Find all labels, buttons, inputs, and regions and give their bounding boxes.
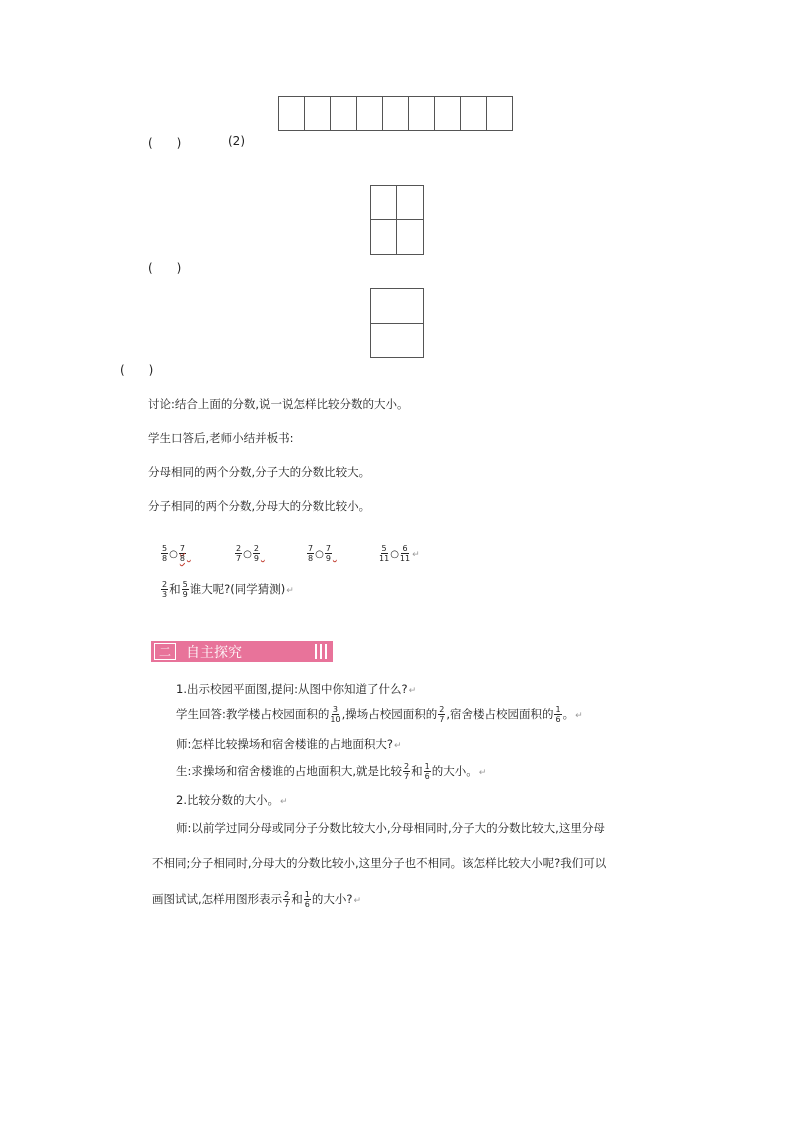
- teacher-explanation-line-2: 不相同;分子相同时,分母大的分数比较小,这里分子也不相同。该怎样比较大小呢?我们可以: [152, 856, 607, 870]
- comparison-item: $\frac{7}{8}$ ○ $\frac{7}{9}$: [308, 544, 331, 563]
- fraction: $\frac{2}{7}$: [236, 544, 242, 563]
- rule-same-numerator: 分子相同的两个分数,分母大的分数比较小。: [148, 499, 371, 513]
- answer-blank-2: ( ): [148, 261, 182, 275]
- teacher-explanation-line-3: 画图试试,怎样用图形表示 $\frac{2}{7}$ 和 $\frac{1}{6}$ 的大小?↵: [152, 890, 361, 909]
- explore-item-2: 2.比较分数的大小。↵: [176, 793, 288, 807]
- fraction: $\frac{2}{7}$: [439, 705, 445, 724]
- teacher-question: 师:怎样比较操场和宿舍楼谁的占地面积大?↵: [176, 737, 402, 751]
- fraction: $\frac{1}{6}$: [424, 762, 430, 781]
- answer-blank-1: ( ): [148, 136, 182, 150]
- fraction: $\frac{5}{8}$: [162, 544, 168, 563]
- summary-intro: 学生口答后,老师小结并板书:: [148, 431, 294, 445]
- rule-same-denominator: 分母相同的两个分数,分子大的分数比较大。: [148, 465, 371, 479]
- section-number: 二: [154, 643, 176, 660]
- comparison-row: [160, 544, 430, 568]
- teacher-explanation-line-1: 师:以前学过同分母或同分子分数比较大小,分母相同时,分子大的分数比较大,这里分母: [176, 821, 605, 835]
- fraction: $\frac{2}{9}$: [253, 544, 259, 563]
- comparison-item: $\frac{5}{8}$ ○ $\frac{7}{8}$: [162, 544, 185, 563]
- fraction: $\frac{3}{10}$: [330, 705, 341, 724]
- fraction: $\frac{1}{6}$: [304, 890, 310, 909]
- section-banner: [151, 641, 333, 662]
- student-reply: 生:求操场和宿舍楼谁的占地面积大,就是比较 $\frac{2}{7}$ 和 $\frac{1}{6}$ 的大小。↵: [176, 762, 487, 781]
- banner-decoration: [315, 644, 327, 659]
- comparison-item: $\frac{5}{11}$ ○ $\frac{6}{11}$ ↵: [379, 544, 420, 563]
- fraction: $\frac{6}{11}$: [399, 544, 411, 563]
- explore-item-1: 1.出示校园平面图,提问:从图中你知道了什么?↵: [176, 682, 417, 696]
- answer-blank-3: ( ): [120, 363, 154, 377]
- fraction: $\frac{2}{7}$: [284, 890, 290, 909]
- fraction: $\frac{7}{8}$: [308, 544, 314, 563]
- section-title: 自主探究: [186, 644, 242, 661]
- fraction: $\frac{7}{8}$: [179, 544, 185, 563]
- fraction: $\frac{5}{11}$: [379, 544, 390, 563]
- fraction: $\frac{2}{3}$: [162, 580, 168, 599]
- guess-question: $\frac{2}{3}$ 和 $\frac{5}{9}$ 谁大呢?(同学猜测)↵: [162, 580, 294, 599]
- fraction-strip-nine-cells: [278, 96, 513, 131]
- fraction: $\frac{1}{6}$: [555, 705, 561, 724]
- fraction: $\frac{5}{9}$: [182, 580, 188, 599]
- four-part-rectangle: [370, 185, 424, 255]
- part-two-label: (2): [228, 134, 245, 148]
- two-part-rectangle: [370, 288, 424, 358]
- fraction: $\frac{7}{9}$: [325, 544, 331, 563]
- student-answer: 学生回答:教学楼占校园面积的 $\frac{3}{10}$ ,操场占校园面积的 $\frac{2}{7}$ ,宿舍楼占校园面积的 $\frac{1}{6}$ 。↵: [176, 705, 583, 724]
- discussion-text: 讨论:结合上面的分数,说一说怎样比较分数的大小。: [148, 397, 409, 411]
- fraction: $\frac{2}{7}$: [404, 762, 410, 781]
- comparison-item: $\frac{2}{7}$ ○ $\frac{2}{9}$: [236, 544, 259, 563]
